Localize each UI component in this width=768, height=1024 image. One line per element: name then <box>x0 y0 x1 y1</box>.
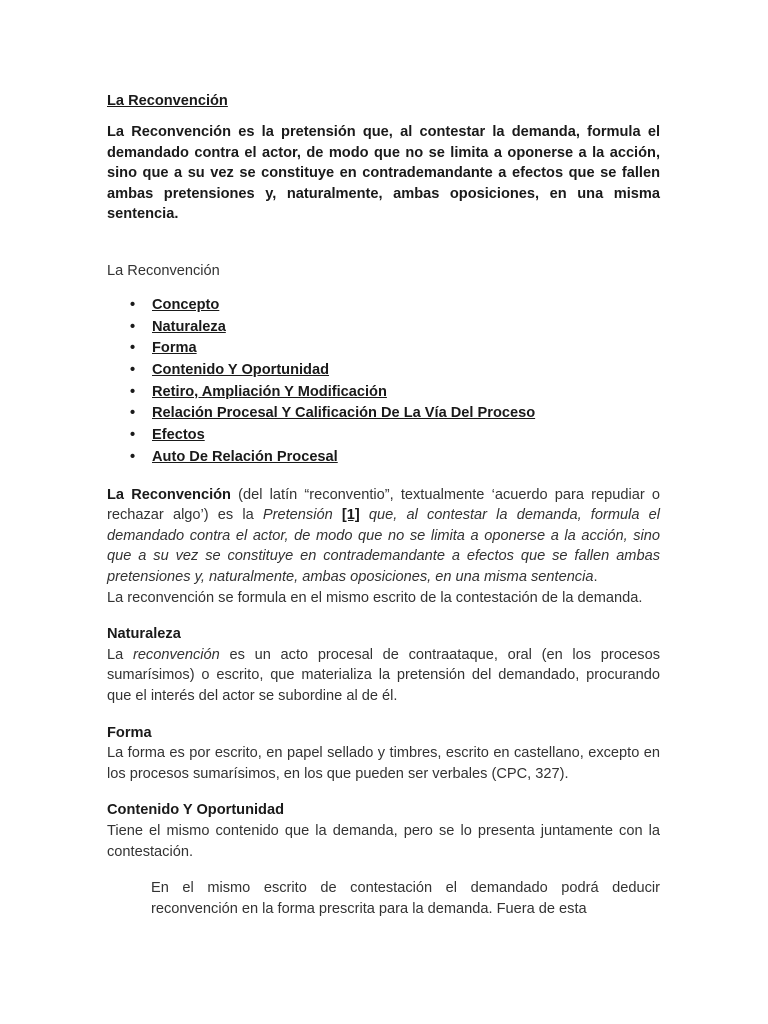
toc-item <box>107 317 660 339</box>
document-page <box>107 88 660 920</box>
footnote-link[interactable]: [1] <box>341 507 360 524</box>
bullet-icon: • <box>130 405 136 422</box>
bullet-icon: • <box>130 340 136 357</box>
toc-link-concepto[interactable]: Concepto <box>152 296 220 313</box>
toc-link-auto-relacion[interactable]: Auto De Relación Procesal <box>152 448 338 465</box>
toc-link-efectos[interactable]: Efectos <box>152 427 205 444</box>
forma-paragraph: La forma es por escrito, en papel sellado y timbres, escrito en castellano, excepto en los procesos sumarísimos, en los que pueden ser verbales (CPC, 327). <box>107 745 660 782</box>
bullet-icon: • <box>130 383 136 400</box>
pretension-term: Pretensión <box>262 507 333 524</box>
toc-label: La Reconvención <box>107 262 220 279</box>
toc-item <box>107 360 660 382</box>
concepto-text-1: (del latín “reconventio”, textualmente ‘acuerdo para repudiar o rechazar algo’) es la <box>107 486 660 524</box>
intro-paragraph: La Reconvención es la pretensión que, al contestar la demanda, formula el demandado contra el actor, de modo que no se limita a oponerse a la acción, sino que a su vez se constituye en contrademandante a efectos que se fallen ambas pretensiones y, naturalmente, ambas oposiciones, en una misma sentencia. <box>107 124 660 223</box>
toc-item <box>107 338 660 360</box>
contenido-heading: Contenido Y Oportunidad <box>107 802 285 819</box>
bullet-icon: • <box>130 427 136 444</box>
concepto-text-2: que, al contestar la demanda, formula el demandado contra el actor, de modo que no se limita a oponerse a la acción, sino que a su vez se constituye en contrademandante a efectos que se fallen ambas pretensiones y, naturalmente, ambas oposiciones, en una misma sentencia <box>107 507 660 585</box>
toc-item <box>107 425 660 447</box>
forma-heading: Forma <box>107 724 152 741</box>
toc-item <box>107 403 660 425</box>
naturaleza-heading: Naturaleza <box>107 626 181 643</box>
table-of-contents <box>107 295 660 469</box>
contenido-paragraph: Tiene el mismo contenido que la demanda, pero se lo presenta juntamente con la contestación. <box>107 822 660 860</box>
document-title: La Reconvención <box>107 93 228 109</box>
concepto-paragraph <box>107 485 660 588</box>
naturaleza-term: reconvención <box>132 646 220 663</box>
naturaleza-paragraph <box>107 645 660 707</box>
toc-link-forma[interactable]: Forma <box>152 340 197 357</box>
toc-item <box>107 382 660 404</box>
concepto-line-2: La reconvención se formula en el mismo escrito de la contestación de la demanda. <box>107 589 643 606</box>
toc-item <box>107 447 660 469</box>
toc-link-naturaleza[interactable]: Naturaleza <box>152 318 226 335</box>
bullet-icon: • <box>130 296 136 313</box>
bullet-icon: • <box>130 448 136 465</box>
concepto-term: La Reconvención <box>107 486 231 503</box>
naturaleza-text: es un acto procesal de contraataque, oral (en los procesos sumarísimos) o escrito, que materializa la pretensión del demandado, procurando que el interés del actor se subordine al de él. <box>107 646 660 704</box>
toc-item <box>107 295 660 317</box>
concepto-period: . <box>593 568 598 585</box>
toc-link-relacion-procesal[interactable]: Relación Procesal Y Calificación De La Vía Del Proceso <box>152 405 536 422</box>
toc-link-contenido[interactable]: Contenido Y Oportunidad <box>152 362 330 379</box>
bullet-icon: • <box>130 318 136 335</box>
bullet-icon: • <box>130 362 136 379</box>
naturaleza-pre: La <box>107 646 133 663</box>
toc-link-retiro[interactable]: Retiro, Ampliación Y Modificación <box>152 383 387 400</box>
contenido-quote: En el mismo escrito de contestación el demandado podrá deducir reconvención en la forma prescrita para la demanda. Fuera de esta <box>151 880 660 918</box>
